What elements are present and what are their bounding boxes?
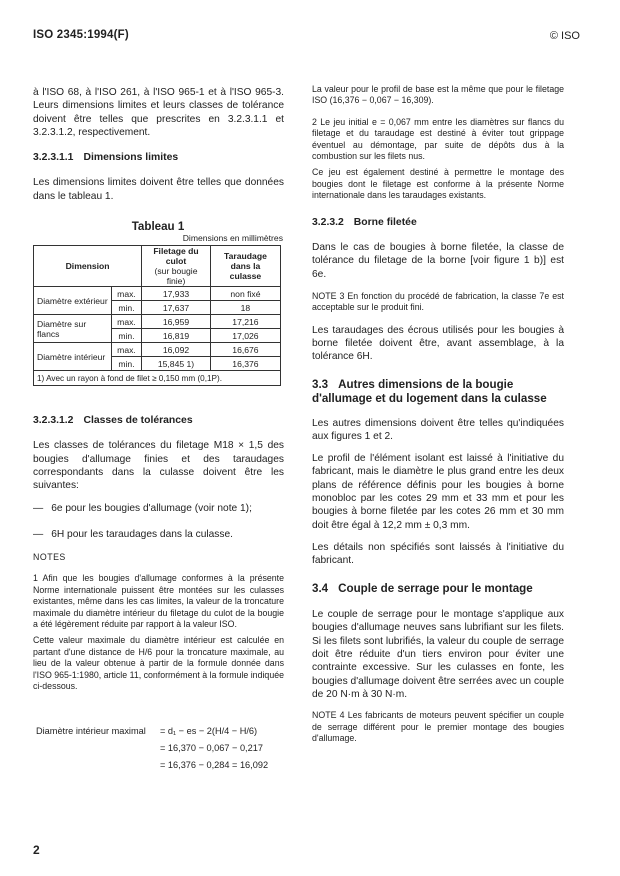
table-row <box>34 315 281 329</box>
list-item <box>33 528 284 541</box>
formula-line <box>36 760 286 770</box>
formula-block <box>36 726 286 770</box>
note-4: NOTE 4 Les fabricants de moteurs peuvent spécifier un couple de serrage différent pour le premier montage des bougies d'allumage. <box>312 710 564 743</box>
paragraph: La valeur pour le profil de base est la même que pour le filetage ISO (16,376 − 0,067 − 16,309). <box>312 84 564 106</box>
culasse-value: 17,026 <box>210 329 280 343</box>
formula-text: = 16,376 − 0,284 = 16,092 <box>160 760 269 770</box>
limit-label: max. <box>111 343 141 357</box>
table-row <box>34 343 281 357</box>
section-title: Classes de tolérances <box>83 415 193 426</box>
page-number: 2 <box>33 843 40 857</box>
note-1-continued: Cette valeur maximale du diamètre intérieur est calculée en partant d'une distance de H/6 pour la troncature maximale, au lieu de la valeur obtenue à partir de la formule donnée dans l'ISO 965-1:1980, article 11, conformément à la formule indiquée ci-dessous. <box>33 635 284 692</box>
section-paragraph: Dans le cas de bougies à borne filetée, la classe de tolérance du filetage de la borne [voir figure 1 b)] est 6e. <box>312 241 564 280</box>
list-item-text: 6e pour les bougies d'allumage (voir note 1); <box>51 503 252 515</box>
section-title: Dimensions limites <box>83 152 179 164</box>
copyright-label: © ISO <box>549 30 580 42</box>
culasse-value: 18 <box>210 301 280 315</box>
section-3-2-3-1-2-heading <box>33 414 284 427</box>
table-title: Tableau 1 <box>131 220 185 233</box>
section-number: 3.4 <box>312 581 329 595</box>
section-number: 3.2.3.1.2 <box>33 415 74 426</box>
table-row <box>34 287 281 301</box>
culot-value: 16,819 <box>142 329 211 343</box>
limit-label: max. <box>111 287 141 301</box>
section-number: 3.2.3.1.1 <box>33 152 74 164</box>
left-column <box>33 86 284 203</box>
section-3-2-3-2-heading <box>312 216 564 229</box>
culot-value: 15,845 1) <box>142 357 211 371</box>
formula-text: = 16,370 − 0,067 − 0,217 <box>160 743 263 753</box>
formula-line <box>36 726 286 736</box>
list-item-text: 6H pour les taraudages dans la culasse. <box>51 528 233 540</box>
section-paragraph: Les détails non spécifiés sont laissés à l'initiative du fabricant. <box>312 541 564 567</box>
row-dimension: Diamètre sur flancs <box>34 315 112 343</box>
note-1: 1 Afin que les bougies d'allumage conformes à la présente Norme internationale puissent être montées sur les culasses existantes, même dans les cas limites, la valeur de la troncature maximale du diamètre intérieur du filetage du culot de la bougie a été légèrement réduite par rapport à la valeur ISO. <box>33 573 284 629</box>
section-3-2-3-1-1-heading <box>33 151 284 164</box>
dash-bullet: — <box>33 528 44 540</box>
section-paragraph: Le couple de serrage pour le montage s'applique aux bougies d'allumage neuves sans lubrifiant sur les filets. Si les filets sont lubrifiés, la valeur du couple de serrage doit être réduite d'un tiers environ pour éviter une contrainte excessive. Sur les culasses en fonte, les bougies d'allumage doivent être serrées avec un couple de 20 N·m à 30 N·m. <box>312 609 564 700</box>
section-paragraph: Les autres dimensions doivent être telles qu'indiquées aux figures 1 et 2. <box>312 417 564 442</box>
section-paragraph: Les taraudages des écrous utilisés pour les bougies à borne filetée doivent être, avant assemblage, à la tolérance 6H. <box>312 324 564 363</box>
culasse-value: 16,676 <box>210 343 280 357</box>
header-dimension: Dimension <box>34 246 142 287</box>
limit-label: min. <box>111 329 141 343</box>
header-culot: Filetage du culot (sur bougie finie) <box>142 246 211 287</box>
note-2: 2 Le jeu initial e = 0,067 mm entre les diamètres sur flancs du filetage et du taraudage est destiné à éviter tout grippage éventuel au démontage, par suite de dépôts dus à la combustion sur les filets nus. <box>312 116 564 162</box>
section-number: 3.3 <box>312 377 329 391</box>
culasse-value: non fixé <box>210 287 280 301</box>
culot-value: 17,637 <box>142 301 211 315</box>
section-title: Couple de serrage pour le montage <box>338 581 533 595</box>
table-units: Dimensions en millimètres <box>182 233 283 243</box>
formula-text: = d₁ − es − 2(H/4 − H/6) <box>160 726 258 736</box>
section-number: 3.2.3.2 <box>312 216 344 228</box>
section-title: Autres dimensions de la bougie d'allumage et du logement dans la culasse <box>312 377 547 406</box>
formula-label: Diamètre intérieur maximal <box>36 726 146 736</box>
section-paragraph: Les dimensions limites doivent être telles que données dans le tableau 1. <box>33 177 284 202</box>
row-dimension: Diamètre extérieur <box>34 287 112 315</box>
header-culasse: Taraudage dans la culasse <box>210 246 280 287</box>
dash-bullet: — <box>33 503 44 515</box>
row-dimension: Diamètre intérieur <box>34 343 112 371</box>
culasse-value: 16,376 <box>210 357 280 371</box>
section-3-4-heading <box>312 582 564 597</box>
list-item <box>33 502 284 515</box>
note-2-continued: Ce jeu est également destiné à permettre le montage des bougies dont le filetage est conforme à la présente Norme internationale dans les taraudages existants. <box>312 167 564 201</box>
limit-label: max. <box>111 315 141 329</box>
culot-value: 17,933 <box>142 287 211 301</box>
note-3: NOTE 3 En fonction du procédé de fabrication, la classe 7e est acceptable sur le produit fini. <box>312 290 564 313</box>
culot-value: 16,959 <box>142 315 211 329</box>
limit-label: min. <box>111 357 141 371</box>
dimensions-table <box>33 245 281 386</box>
section-3-3-heading <box>312 378 564 407</box>
culot-value: 16,092 <box>142 343 211 357</box>
notes-label: NOTES <box>33 552 66 563</box>
formula-line <box>36 743 286 753</box>
section-title: Borne filetée <box>353 216 417 228</box>
table-1 <box>33 220 283 386</box>
document-header-title: ISO 2345:1994(F) <box>33 29 129 41</box>
left-column-lower <box>33 414 284 692</box>
right-column <box>312 84 564 744</box>
culasse-value: 17,216 <box>210 315 280 329</box>
table-footnote: 1) Avec un rayon à fond de filet ≥ 0,150 mm (0,1P). <box>34 371 281 386</box>
limit-label: min. <box>111 301 141 315</box>
intro-paragraph: à l'ISO 68, à l'ISO 261, à l'ISO 965-1 et à l'ISO 965-3. Leurs dimensions limites et leurs classes de tolérance doivent être telles que prescrites en 3.2.3.1.1 et 3.2.3.1.2, respectivement. <box>33 87 284 138</box>
section-paragraph: Les classes de tolérances du filetage M18 × 1,5 des bougies d'allumage finies et des taraudages correspondants dans la culasse doivent être les suivantes: <box>33 440 284 492</box>
section-paragraph: Le profil de l'élément isolant est laissé à l'initiative du fabricant, mais le diamètre le plus grand entre les deux plans de référence définis pour les bougies à borne monobloc par les cotes 29 mm et 33 mm et pour les bougies à borne filetée par les cotes 26 mm et 30 mm doit être égal à 12,2 mm ± 0,3 mm. <box>312 453 564 531</box>
